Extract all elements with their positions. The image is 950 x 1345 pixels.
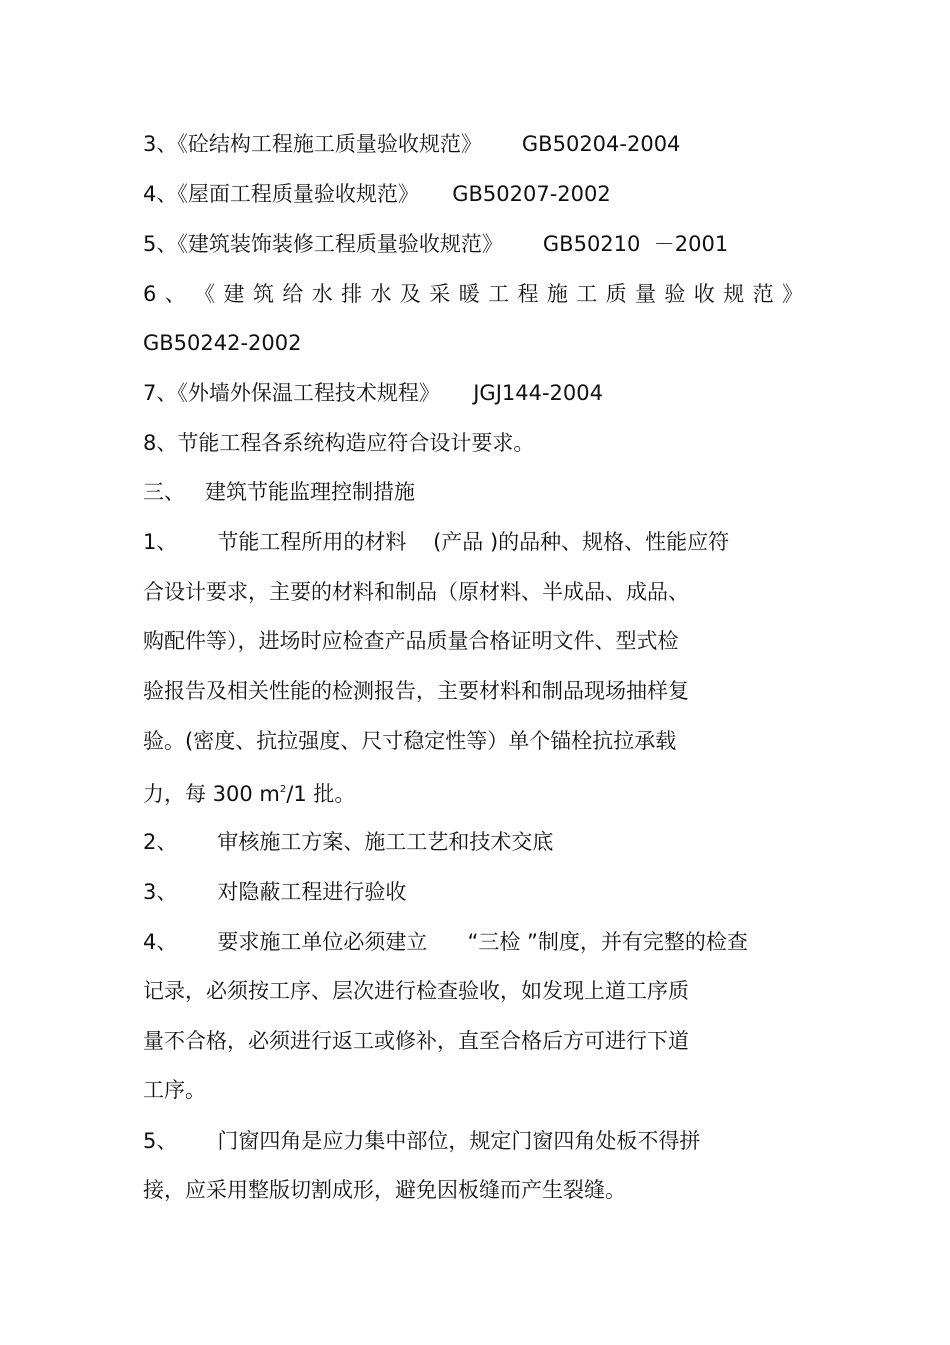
measure-1-line-1: 1、 节能工程所用的材料 (产品 )的品种、规格、性能应符 [143,530,730,554]
justified-char: 暖 [458,282,480,306]
justified-char: 6 [143,282,157,306]
justified-char: 程 [517,282,539,306]
justified-char: 》 [781,282,803,306]
standard-line-6-code: GB50242-2002 [143,331,302,355]
justified-char: 规 [723,282,745,306]
justified-char: 量 [635,282,657,306]
justified-char: 工 [576,282,598,306]
measure-2: 2、 审核施工方案、施工工艺和技术交底 [143,830,554,854]
measure-1-line-6-after: /1 批。 [286,782,356,806]
justified-char: 施 [546,282,568,306]
measure-4-line-4: 工序。 [143,1078,206,1102]
measure-4-line-3: 量不合格，必须进行返工或修补，直至合格后方可进行下道 [143,1029,689,1053]
measure-1-line-4: 验报告及相关性能的检测报告，主要材料和制品现场抽样复 [143,679,689,703]
measure-1-line-5: 验。(密度、抗拉强度、尺寸稳定性等）单个锚栓抗拉承载 [143,729,677,753]
justified-char: 给 [282,282,304,306]
measure-1-line-6 [143,776,355,808]
measure-1-line-3: 购配件等），进场时应检查产品质量合格证明文件、型式检 [143,629,679,653]
justified-char: 水 [370,282,392,306]
standard-line-4: 4、《屋面工程质量验收规范》 GB50207-2002 [143,182,611,206]
standard-line-8: 8、节能工程各系统构造应符合设计要求。 [143,431,535,455]
justified-char: 验 [664,282,686,306]
measure-3: 3、 对隐蔽工程进行验收 [143,880,407,904]
justified-char: 采 [429,282,451,306]
standard-line-7: 7、《外墙外保温工程技术规程》 JGJ144-2004 [143,381,603,405]
standard-line-5: 5、《建筑装饰装修工程质量验收规范》 GB50210 －2001 [143,232,729,256]
square-superscript: 2 [279,784,287,795]
justified-char: 工 [488,282,510,306]
justified-char: 筑 [252,282,274,306]
measure-1-line-2: 合设计要求，主要的材料和制品（原材料、半成品、成品、 [143,580,689,604]
justified-char: 《 [194,282,216,306]
standard-line-6 [143,280,803,308]
justified-char: 质 [605,282,627,306]
measure-4-line-2: 记录，必须按工序、层次进行检查验收，如发现上道工序质 [143,979,689,1003]
justified-char: 排 [341,282,363,306]
measure-5-line-1: 5、 门窗四角是应力集中部位，规定门窗四角处板不得拼 [143,1129,701,1153]
justified-char: 建 [223,282,245,306]
standard-line-3: 3、《砼结构工程施工质量验收规范》 GB50204-2004 [143,132,681,156]
justified-char: 及 [399,282,421,306]
justified-char: 、 [164,282,186,306]
section-heading: 三、 建筑节能监理控制措施 [143,480,416,504]
justified-char: 水 [311,282,333,306]
justified-char: 范 [752,282,774,306]
measure-5-line-2: 接，应采用整版切割成形，避免因板缝而产生裂缝。 [143,1178,626,1202]
measure-1-line-6-before: 力，每 300 m [143,782,280,806]
justified-char: 收 [693,282,715,306]
measure-4-line-1: 4、 要求施工单位必须建立 “三检 ”制度，并有完整的检查 [143,930,748,954]
